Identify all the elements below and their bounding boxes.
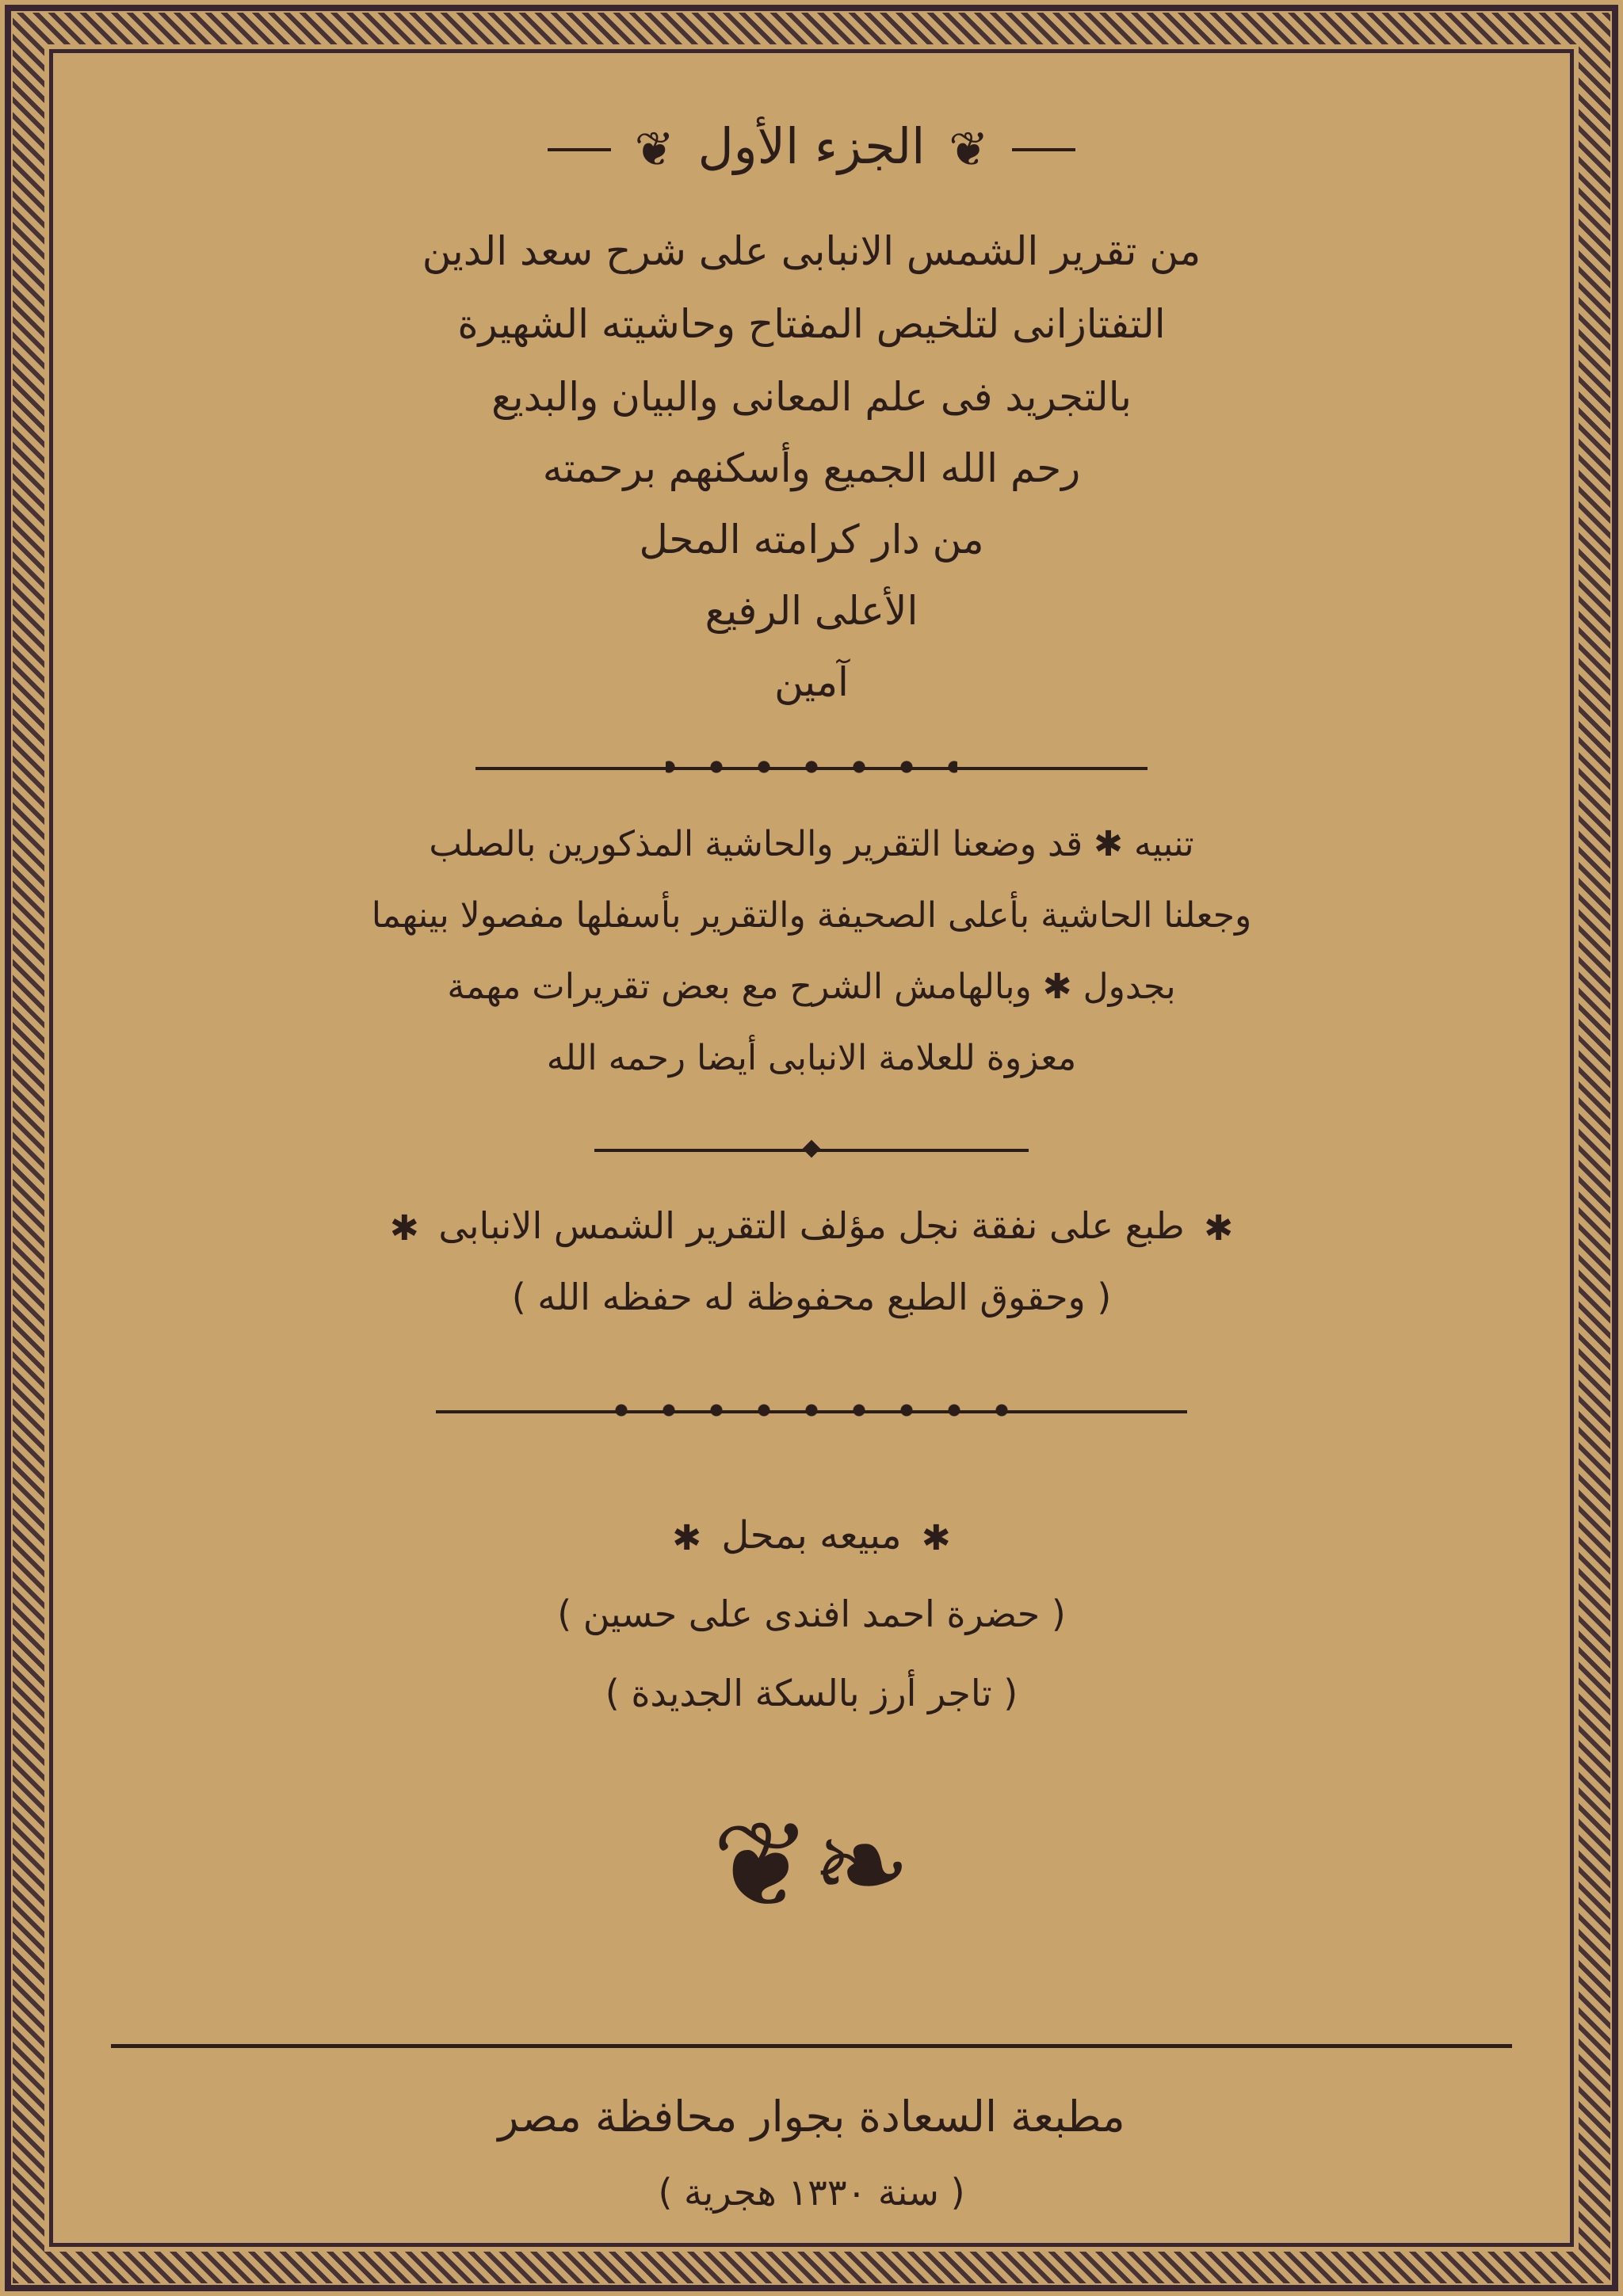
star-ornament-icon: ✱ [389,1208,419,1249]
seller-description: ( تاجر أرز بالسكة الجديدة ) [605,1672,1018,1714]
bottom-rule [111,2044,1512,2048]
seller-name: ( حضرة احمد افندى على حسين ) [557,1592,1066,1635]
intro-line: بالتجريد فى علم المعانى والبيان والبديع [491,374,1132,420]
diamond-ornament-icon [803,1140,821,1158]
printing-note [79,1204,1544,1249]
heading-rule-right [548,148,611,151]
heading-rule-left [1012,148,1075,151]
star-ornament-icon: ✱ [1204,1208,1234,1249]
intro-line: التفتازانى لتلخيص المفتاح وحاشيته الشهيرة [457,301,1166,347]
divider-ornament [586,1404,1037,1417]
press-name: مطبعة السعادة بجوار محافظة مصر [498,2092,1125,2142]
intro-line: من دار كرامته المحل [639,517,984,563]
vignette-ornament-icon: ❧❦ [712,1797,911,1935]
printing-note-text: طبع على نفقة نجل مؤلف التقرير الشمس الانبابى [438,1204,1185,1247]
notice-line: معزوة للعلامة الانبابى أيضا رحمه الله [546,1038,1077,1078]
divider-ornament [666,761,957,773]
fleuron-ornament-icon: ❦ [634,121,674,177]
notice-line: تنبيه ✱ قد وضعنا التقرير والحاشية المذكورين بالصلب [429,824,1194,864]
intro-line: رحم الله الجميع وأسكنهم برحمته [542,445,1081,491]
sold-at-text: مبيعه بمحل [721,1513,902,1558]
sold-at [79,1513,1544,1558]
intro-line: من تقرير الشمس الانبابى على شرح سعد الدين [422,228,1201,274]
star-ornament-icon: ✱ [672,1517,702,1558]
star-ornament-icon: ✱ [921,1517,951,1558]
rights-note: ( وحقوق الطبع محفوظة له حفظه الله ) [511,1276,1112,1318]
intro-line: آمين [774,659,849,705]
publication-year: ( سنة ١٣٣٠ هجرية ) [658,2171,965,2214]
page-content [79,95,1544,2217]
notice-line: بجدول ✱ وبالهامش الشرح مع بعض تقريرات مهمة [447,967,1176,1007]
notice-line: وجعلنا الحاشية بأعلى الصحيفة والتقرير بأسفلها مفصولا بينهما [371,895,1252,936]
intro-line: الأعلى الرفيع [705,588,918,634]
volume-title: الجزء الأول [697,117,926,175]
volume-heading [79,117,1544,177]
fleuron-ornament-icon: ❦ [949,121,989,177]
